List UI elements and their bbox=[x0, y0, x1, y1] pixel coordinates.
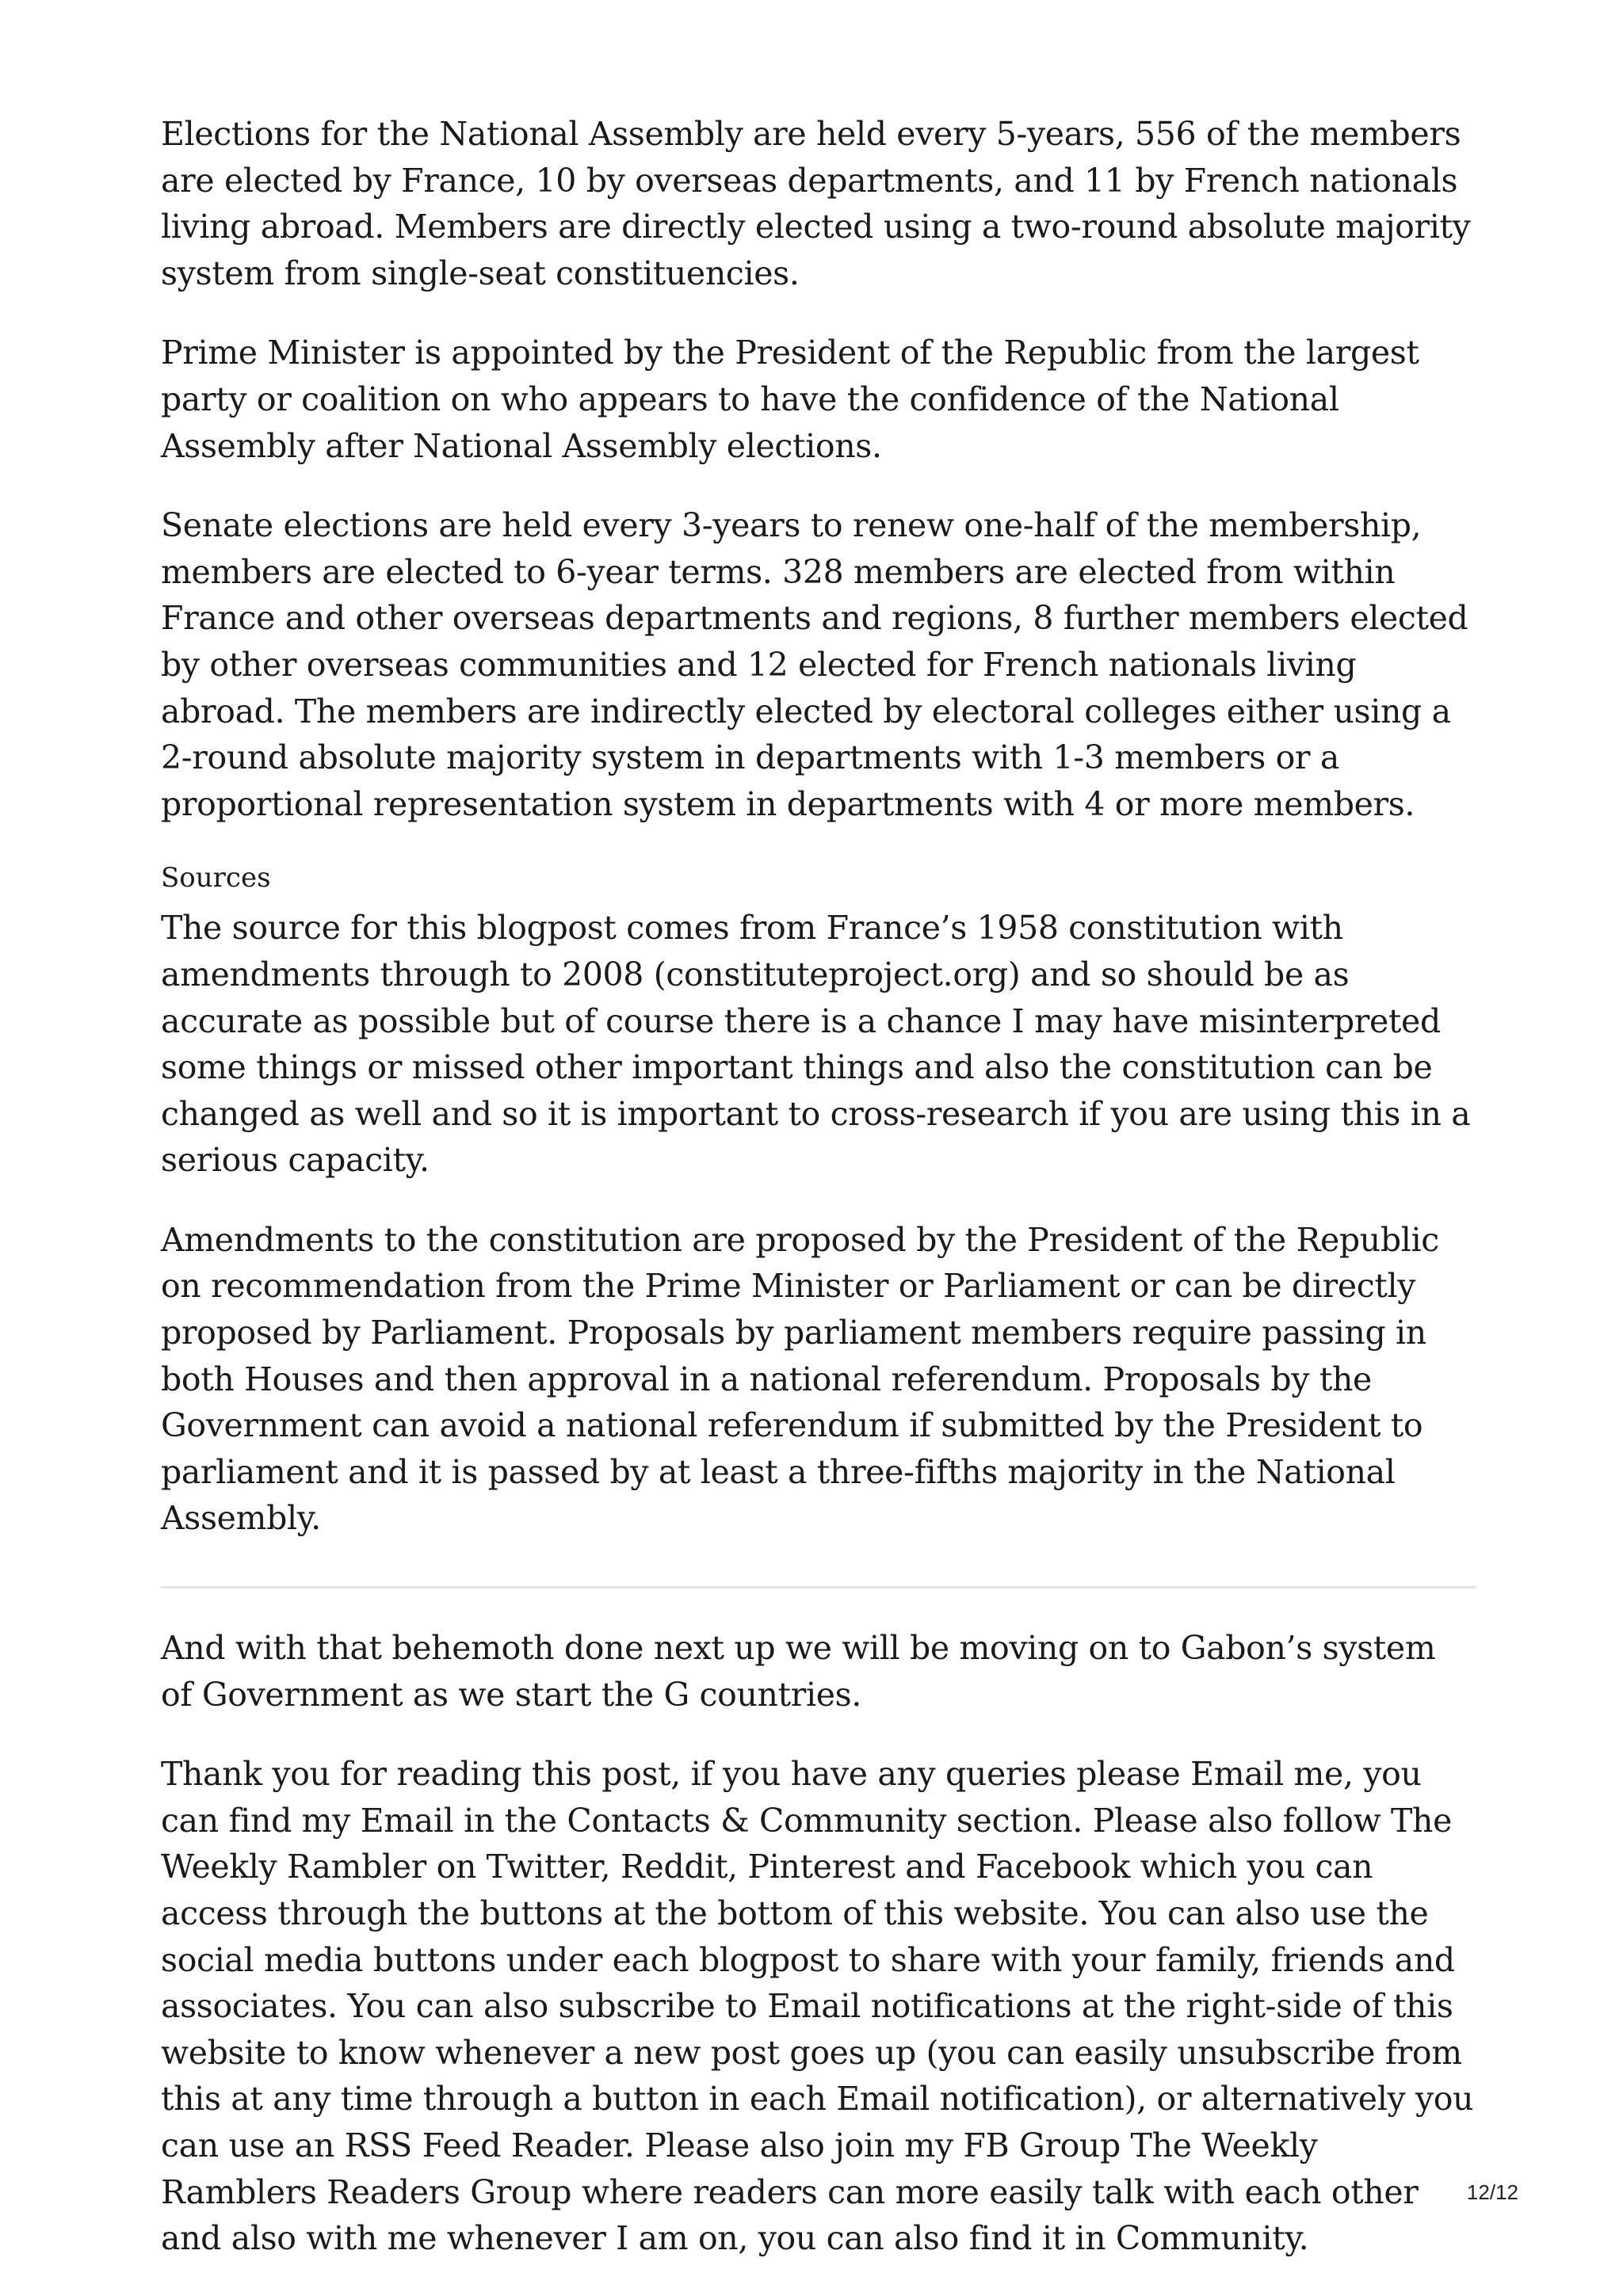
paragraph-prime-minister: Prime Minister is appointed by the President of the Republic from the largest party or coalition on who appears to have the confidence of the National Assembly after National Assembly elections. bbox=[161, 334, 1419, 465]
paragraph-amendments: Amendments to the constitution are proposed by the President of the Republic on recommendation from the Prime Minister or Parliament or can be directly proposed by Parliament. Proposals by parliament members require passing in both Houses and then approval in a national referendum. Proposals by the Government can avoid a national referendum if submitted by the President to parliament and it is passed by at least a three-fifths majority in the National Assembly. bbox=[161, 1220, 1439, 1538]
page-number: 12/12 bbox=[1466, 2180, 1518, 2204]
paragraph-next-up: And with that behemoth done next up we will be moving on to Gabon’s system of Government as we start the G countries. bbox=[161, 1629, 1436, 1714]
paragraph-national-assembly-elections: Elections for the National Assembly are held every 5-years, 556 of the members are elected by France, 10 by overseas departments, and 11 by French nationals living abroad. Members are directly elected using a two-round absolute majority system from single-seat constituencies. bbox=[161, 115, 1471, 292]
paragraph-senate-elections: Senate elections are held every 3-years to renew one-half of the membership, members are elected to 6-year terms. 328 members are elected from within France and other overseas departments and regions, 8 further members elected by other overseas communities and 12 elected for French nationals living abroad. The members are indirectly elected by electoral colleges either using a 2-round absolute majority system in departments with 1-3 members or a proportional representation system in departments with 4 or more members. bbox=[161, 506, 1468, 823]
sources-heading: Sources bbox=[161, 862, 271, 894]
paragraph-sources: The source for this blogpost comes from France’s 1958 constitution with amendments through to 2008 (constituteproject.org) and so should be as accurate as possible but of course there is a chance I may have misinterpreted some things or missed other important things and also the constitution can be changed as well and so it is important to cross-research if you are using this in a serious capacity. bbox=[161, 909, 1471, 1180]
paragraph-thank-you: Thank you for reading this post, if you have any queries please Email me, you can find my Email in the Contacts & Community section. Please also follow The Weekly Rambler on Twitter, Reddit, Pinterest and Facebook which you can access through the buttons at the bottom of this website. You can also use the social media buttons under each blogpost to share with your family, friends and associates. You can also subscribe to Email notifications at the right-side of this website to know whenever a new post goes up (you can easily unsubscribe from this at any time through a button in each Email notification), or alternatively you can use an RSS Feed Reader. Please also join my FB Group The Weekly Ramblers Readers Group where readers can more easily talk with each other and also with me whenever I am on, you can also find it in Community. bbox=[161, 1755, 1474, 2258]
article-body bbox=[161, 111, 1476, 2295]
section-divider bbox=[161, 1586, 1476, 1589]
